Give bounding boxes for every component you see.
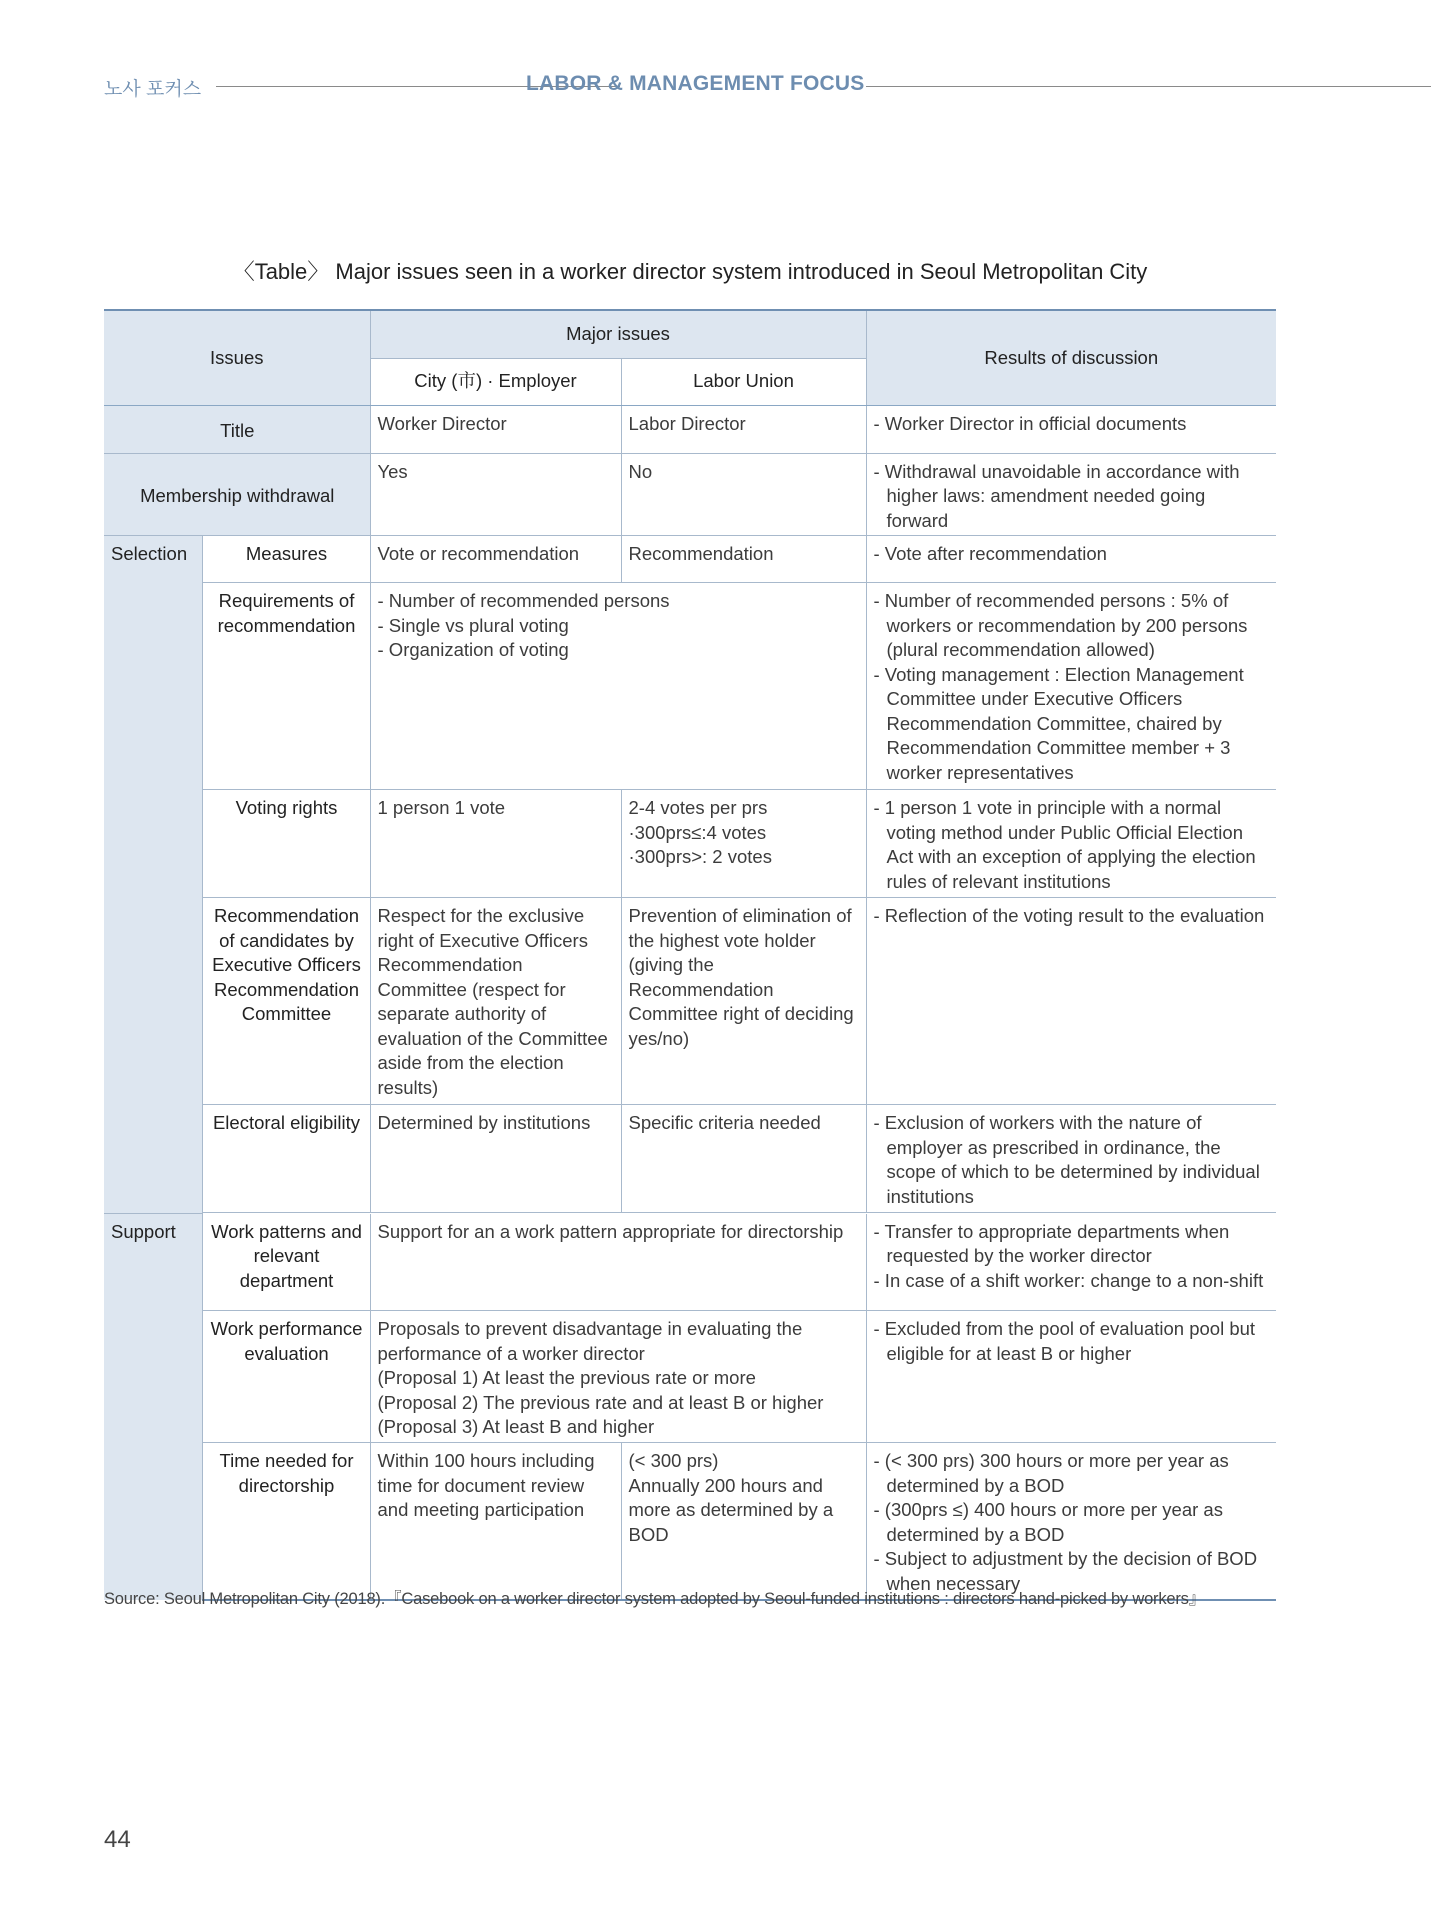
result-line: - In case of a shift worker: change to a non-shift bbox=[873, 1269, 1264, 1291]
merged-line: (Proposal 1) At least the previous rate or more bbox=[377, 1367, 756, 1388]
result-line: - (300prs ≤) 400 hours or more per year as determined by a BOD bbox=[873, 1499, 1223, 1545]
table-caption: 〈Table〉 Major issues seen in a worker director system introduced in Seoul Metropolitan City bbox=[232, 259, 1148, 284]
table-row bbox=[104, 1105, 1276, 1213]
row-label-eligibility: Electoral eligibility bbox=[202, 1105, 370, 1213]
header-issues: Issues bbox=[104, 310, 370, 405]
cell-union bbox=[621, 790, 866, 898]
result-line: - 1 person 1 vote in principle with a normal voting method under Public Official Election Act with an exception of applying the election rules of relevant institutions bbox=[873, 797, 1256, 892]
cell-city: Determined by institutions bbox=[370, 1105, 621, 1213]
cell-result bbox=[866, 1105, 1276, 1213]
header-results: Results of discussion bbox=[866, 310, 1276, 405]
merged-line: - Single vs plural voting bbox=[377, 614, 569, 636]
header-major-issues: Major issues bbox=[370, 310, 866, 358]
result-line: - Number of recommended persons : 5% of workers or recommendation by 200 persons (plural recommendation allowed) bbox=[873, 590, 1248, 660]
result-line: - (< 300 prs) 300 hours or more per year as determined by a BOD bbox=[873, 1450, 1229, 1496]
result-line: - Exclusion of workers with the nature of employer as prescribed in ordinance, the scope of which to be determined by individual institutions bbox=[873, 1112, 1260, 1207]
table-row bbox=[104, 453, 1276, 536]
source-note: Source: Seoul Metropolitan City (2018).『Casebook on a worker director system adopted by Seoul-funded institutions : directors hand-picked by workers』 bbox=[104, 1590, 1206, 1608]
merged-line: Proposals to prevent disadvantage in evaluating the performance of a worker director bbox=[377, 1318, 803, 1364]
union-line: Annually 200 hours and more as determined by a BOD bbox=[628, 1474, 834, 1545]
row-label-membership: Membership withdrawal bbox=[104, 453, 370, 536]
cell-result: - Reflection of the voting result to the evaluation bbox=[866, 898, 1276, 1105]
row-label-requirements: Requirements of recommendation bbox=[202, 583, 370, 790]
table-row bbox=[104, 1311, 1276, 1443]
cell-city: Within 100 hours including time for document review and meeting participation bbox=[370, 1443, 621, 1600]
row-label-measures: Measures bbox=[202, 536, 370, 583]
group-label-support: Support bbox=[104, 1214, 202, 1600]
cell-union: Labor Director bbox=[621, 405, 866, 453]
cell-result bbox=[866, 1311, 1276, 1443]
page-number: 44 bbox=[104, 1826, 131, 1853]
section-title: LABOR & MANAGEMENT FOCUS bbox=[526, 72, 865, 95]
table-row bbox=[104, 1443, 1276, 1600]
table-row bbox=[104, 583, 1276, 790]
result-line: - Withdrawal unavoidable in accordance with higher laws: amendment needed going forward bbox=[873, 460, 1240, 531]
page-header bbox=[104, 72, 1431, 102]
merged-line: (Proposal 2) The previous rate and at least B or higher bbox=[377, 1391, 824, 1413]
header-labor-union: Labor Union bbox=[621, 358, 866, 405]
group-label-selection: Selection bbox=[104, 536, 202, 1214]
row-label-voting-rights: Voting rights bbox=[202, 790, 370, 898]
header-rule-right bbox=[866, 86, 1431, 87]
cell-result: - Worker Director in official documents bbox=[866, 405, 1276, 453]
row-label-work-patterns: Work patterns and relevant department bbox=[202, 1214, 370, 1311]
cell-result bbox=[866, 1443, 1276, 1600]
cell-result bbox=[866, 790, 1276, 898]
header-city-employer: City (市) · Employer bbox=[370, 358, 621, 405]
union-line: ·300prs>: 2 votes bbox=[628, 846, 772, 867]
table-row bbox=[104, 536, 1276, 583]
table-row bbox=[104, 1214, 1276, 1311]
section-korean-label: 노사 포커스 bbox=[104, 79, 202, 100]
union-line: 2-4 votes per prs bbox=[628, 797, 768, 818]
cell-result bbox=[866, 453, 1276, 536]
cell-union bbox=[621, 1443, 866, 1600]
row-label-time-needed: Time needed for directorship bbox=[202, 1443, 370, 1600]
cell-city: Worker Director bbox=[370, 405, 621, 453]
cell-city: 1 person 1 vote bbox=[370, 790, 621, 898]
cell-city: Respect for the exclusive right of Executive Officers Recommendation Committee (respect for separate authority of evaluation of the Committee aside from the election results) bbox=[370, 898, 621, 1105]
union-line: ·300prs≤:4 votes bbox=[628, 821, 767, 843]
table-row bbox=[104, 898, 1276, 1105]
merged-line: - Number of recommended persons bbox=[377, 590, 670, 611]
cell-union: Recommendation bbox=[621, 536, 866, 583]
cell-merged bbox=[370, 1311, 866, 1443]
cell-union: Specific criteria needed bbox=[621, 1105, 866, 1213]
issues-table bbox=[104, 309, 1276, 1601]
row-label-recommendation-committee: Recommendation of candidates by Executive Officers Recommendation Committee bbox=[202, 898, 370, 1105]
cell-result bbox=[866, 1214, 1276, 1311]
cell-union: No bbox=[621, 453, 866, 536]
merged-line: - Organization of voting bbox=[377, 639, 569, 660]
cell-result bbox=[866, 583, 1276, 790]
union-line: (< 300 prs) bbox=[628, 1450, 719, 1471]
merged-line: (Proposal 3) At least B and higher bbox=[377, 1416, 655, 1437]
cell-result: - Vote after recommendation bbox=[866, 536, 1276, 583]
cell-city: Yes bbox=[370, 453, 621, 536]
result-line: - Excluded from the pool of evaluation pool but eligible for at least B or higher bbox=[873, 1318, 1256, 1364]
table-row bbox=[104, 790, 1276, 898]
result-line: - Subject to adjustment by the decision of BOD when necessary bbox=[873, 1548, 1258, 1594]
cell-union: Prevention of elimination of the highest vote holder (giving the Recommendation Committee right of deciding yes/no) bbox=[621, 898, 866, 1105]
row-label-title: Title bbox=[104, 405, 370, 453]
row-label-evaluation: Work performance evaluation bbox=[202, 1311, 370, 1443]
result-line: - Transfer to appropriate departments when requested by the worker director bbox=[873, 1220, 1230, 1266]
table-row bbox=[104, 405, 1276, 453]
cell-merged bbox=[370, 583, 866, 790]
cell-merged: Support for an a work pattern appropriate for directorship bbox=[370, 1214, 866, 1311]
cell-city: Vote or recommendation bbox=[370, 536, 621, 583]
result-line: - Voting management : Election Management Committee under Executive Officers Recommendation Committee, chaired by Recommendation Committee member + 3 worker representatives bbox=[873, 663, 1244, 783]
